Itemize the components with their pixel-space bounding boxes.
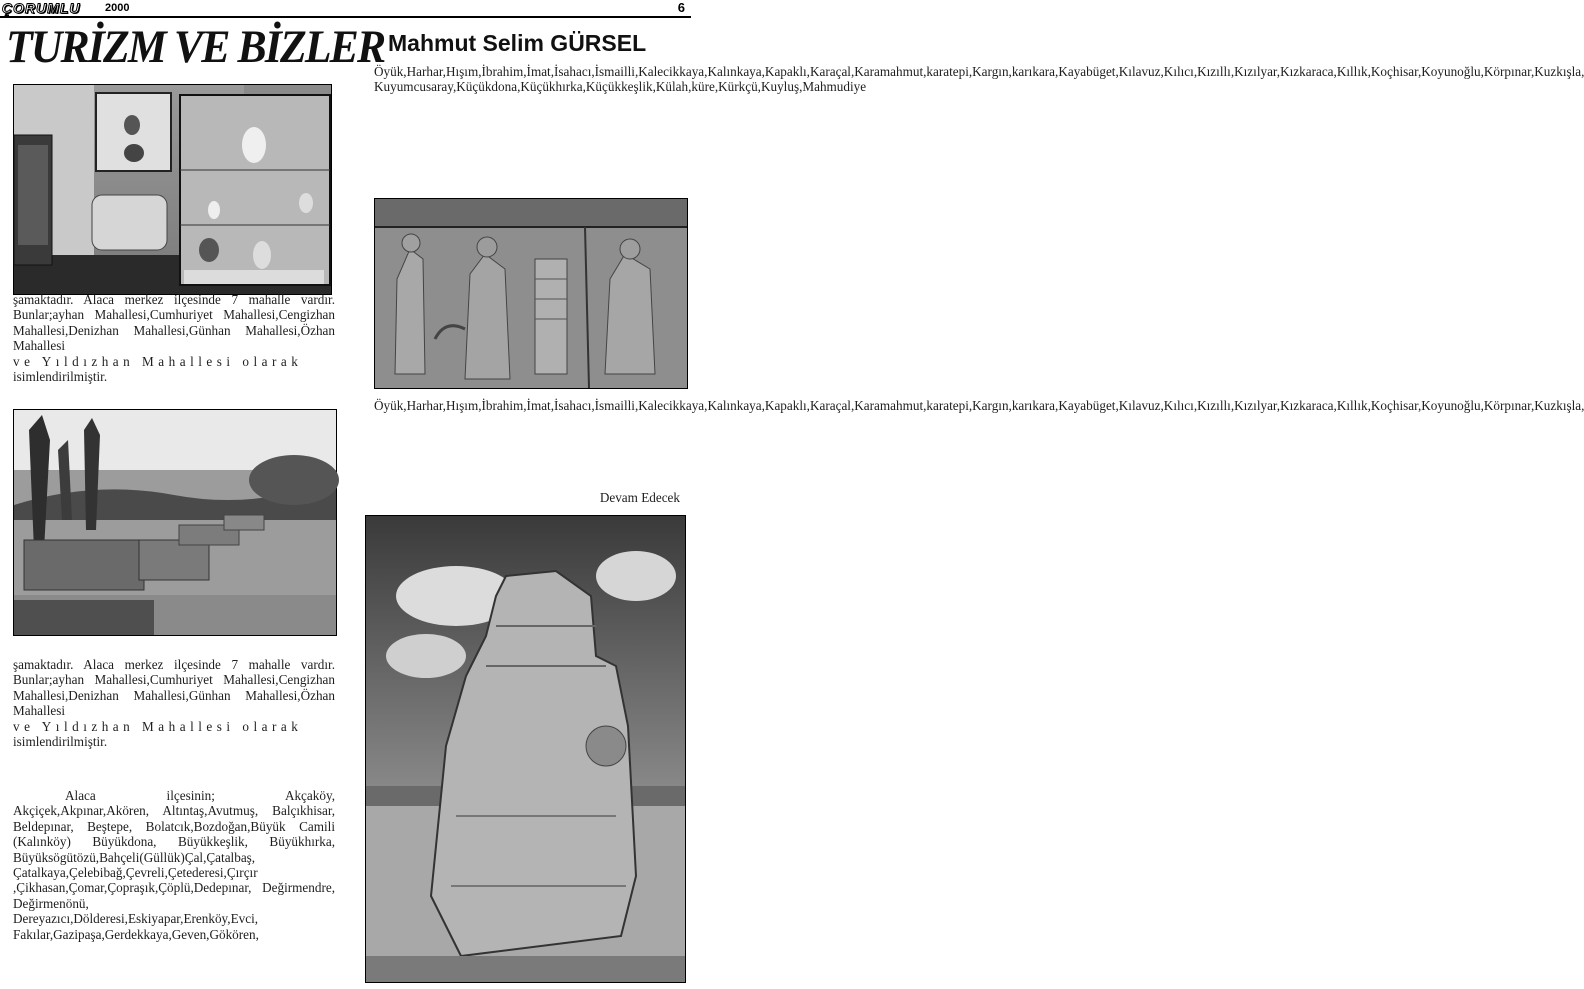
museum-image — [14, 85, 331, 294]
issue-year: 2000 — [105, 2, 130, 14]
masthead-rule — [0, 16, 691, 18]
villages-paragraph: Alaca ilçesinin; Akçaköy, Akçiçek,Akpınar,Akören, Altıntaş,Avutmuş, Balçıkhisar, Beldepınar, Beştepe, Bolatcık,Bozdoğan,Büyük Camili (Kalınköy) Büyükdona, Büyükkeşlik, Büyükhırka, Büyüksögütözü,Bahçeli(Güllük)Çal,Çatalbaş, Çatalkaya,Çelebibağ,Çevreli,Çetederesi,Çırçır ,Çikhasan,Çomar,Çopraşık,Çöplü,Dedepınar, Değirmendre, Değirmenönü, Dereyazıcı,Dölderesi,Eskiyapar,Erenköy,Evci, Fakılar,Gazipaşa,Gerdekkaya,Geven,Gökören, — [13, 788, 335, 942]
mahalle-paragraph-b: şamaktadır. Alaca merkez ilçesinde 7 mahalle vardır. Bunlar;ayhan Mahallesi,Cumhuriyet Mahallesi,Cengizhan Mahallesi,Denizhan Mahallesi,Günhan Mahallesi,Özhan Mahallesi ve Yıldızhan Mahallesi olarak isimlendirilmiştir. — [13, 657, 335, 750]
author-name: Mahmut Selim GÜRSEL — [388, 30, 647, 56]
museum-photo — [13, 84, 332, 295]
article-title: TURİZM VE BİZLER — [6, 21, 385, 73]
relief-photo — [374, 198, 688, 389]
ruins-photo — [13, 409, 337, 636]
relief-image — [375, 199, 687, 388]
continued-note: Devam Edecek — [599, 490, 680, 505]
villages-paragraph-right-a: Öyük,Harhar,Hışım,İbrahim,İmat,İsahacı,İsmailli,Kalecikkaya,Kalınkaya,Kapaklı,Karaçal,Karamahmut,karatepi,Kargın,karıkara,Kayabüget,Kılavuz,Kılıcı,Kızıllı,Kızılyar,Kızkaraca,Kıllık,Koçhisar,Koyunoğlu,Körpınar,Kuzkışla, Kuyumcusaray,Küçükdona,Küçükhırka,Küçükkeşlik,Külah,küre,Kürkçü,Kuyluş,Mahmudiye — [374, 64, 1584, 95]
newspaper-logo: ÇORUMLU — [2, 0, 81, 16]
villages-paragraph-right-b: Öyük,Harhar,Hışım,İbrahim,İmat,İsahacı,İsmailli,Kalecikkaya,Kalınkaya,Kapaklı,Karaçal,Karamahmut,karatepi,Kargın,karıkara,Kayabüget,Kılavuz,Kılıcı,Kızıllı,Kızılyar,Kızkaraca,Kıllık,Koçhisar,Koyunoğlu,Körpınar,Kuzkışla, — [374, 398, 1584, 413]
page-number: 6 — [677, 0, 685, 15]
mahalle-paragraph-a: şamaktadır. Alaca merkez ilçesinde 7 mahalle vardır. Bunlar;ayhan Mahallesi,Cumhuriyet Mahallesi,Cengizhan Mahallesi,Denizhan Mahallesi,Günhan Mahallesi,Özhan Mahallesi ve Yıldızhan Mahallesi olarak isimlendirilmiştir. — [13, 292, 335, 385]
sphinx-photo — [365, 515, 686, 983]
sphinx-image — [366, 516, 685, 982]
ruins-image — [14, 410, 336, 635]
